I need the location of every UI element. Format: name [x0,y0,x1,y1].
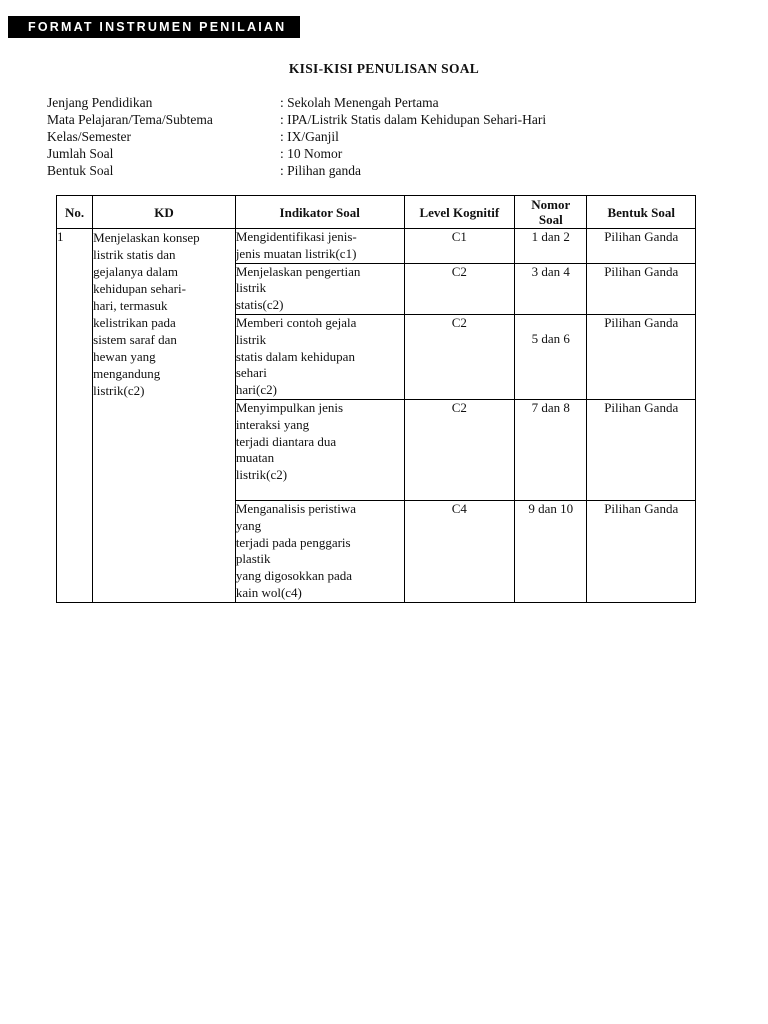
kd-line: listrik statis dan [93,247,176,262]
indikator-line: muatan [235,450,275,466]
indikator-line: yang [235,517,262,533]
indikator-cell [235,229,404,264]
bentuk-cell: Pilihan Ganda [587,500,696,602]
bentuk-cell: Pilihan Ganda [587,314,696,399]
header-nomor-soal [515,196,587,229]
indikator-line: listrik(c2) [235,467,288,483]
meta-value: : Pilihan ganda [280,163,361,178]
indikator-line: Menjelaskan pengertian [235,263,361,279]
kd-line: hari, termasuk [93,298,168,313]
indikator-line: Memberi contoh gejala [235,314,357,330]
indikator-line: Menganalisis peristiwa [235,500,357,516]
header-indikator: Indikator Soal [235,196,404,229]
table-row [57,229,696,264]
level-cell: C2 [404,399,515,500]
kd-line: Menjelaskan konsep [93,230,200,245]
identity-block [47,94,546,179]
kd-line: kelistrikan pada [93,315,176,330]
header-nomor-line: Nomor [531,197,571,212]
row-number: 1 [57,229,93,603]
document-title: KISI-KISI PENULISAN SOAL [288,61,480,76]
level-cell: C2 [404,314,515,399]
meta-label: Jenjang Pendidikan [47,95,153,110]
indikator-line: listrik [235,280,267,296]
bentuk-cell: Pilihan Ganda [587,229,696,264]
kd-line: sistem saraf dan [93,332,177,347]
header-kd: KD [93,196,236,229]
indikator-line: terjadi pada penggaris [235,534,351,550]
indikator-line: kain wol(c4) [235,584,302,600]
indikator-line: yang digosokkan pada [235,568,353,584]
indikator-cell [235,399,404,500]
header-soal-line: Soal [538,212,563,227]
header-level: Level Kognitif [404,196,515,229]
format-banner: FORMAT INSTRUMEN PENILAIAN [8,16,300,38]
kd-line: hewan yang [93,349,156,364]
indikator-line: jenis muatan listrik(c1) [235,245,357,261]
bentuk-cell: Pilihan Ganda [587,399,696,500]
header-no: No. [57,196,93,229]
indikator-line: plastik [235,551,271,567]
meta-value: : IPA/Listrik Statis dalam Kehidupan Sehari-Hari [280,112,547,127]
meta-label: Mata Pelajaran/Tema/Subtema [47,112,213,127]
kd-cell [93,229,236,603]
indikator-line: Menyimpulkan jenis [235,399,344,415]
indikator-line: hari(c2) [235,382,277,398]
meta-row [47,111,546,128]
table-header-row [57,196,696,229]
indikator-cell [235,314,404,399]
meta-value: : Sekolah Menengah Pertama [280,95,439,110]
indikator-line: statis dalam kehidupan [235,348,355,364]
indikator-line: Mengidentifikasi jenis- [235,229,357,244]
kisi-kisi-table [56,195,696,603]
meta-label: Bentuk Soal [47,163,114,178]
level-cell: C4 [404,500,515,602]
meta-row [47,128,546,145]
kd-line: listrik(c2) [93,383,145,398]
meta-value: : 10 Nomor [280,146,343,161]
nomor-cell: 1 dan 2 [515,229,587,264]
header-bentuk: Bentuk Soal [587,196,696,229]
meta-value: : IX/Ganjil [280,129,339,144]
indikator-cell [235,500,404,602]
indikator-line: statis(c2) [235,297,284,313]
meta-row [47,162,546,179]
nomor-cell: 7 dan 8 [515,399,587,500]
meta-label: Jumlah Soal [47,146,114,161]
nomor-cell: 9 dan 10 [515,500,587,602]
kd-line: gejalanya dalam [93,264,178,279]
indikator-line: terjadi diantara dua [235,433,337,449]
level-cell: C1 [404,229,515,264]
nomor-cell: 3 dan 4 [515,263,587,314]
kd-line: mengandung [93,366,161,381]
indikator-line: sehari [235,365,267,381]
indikator-cell [235,263,404,314]
nomor-cell: 5 dan 6 [515,314,587,399]
meta-row [47,94,546,111]
meta-label: Kelas/Semester [47,129,131,144]
meta-row [47,145,546,162]
level-cell: C2 [404,263,515,314]
bentuk-cell: Pilihan Ganda [587,263,696,314]
indikator-line: interaksi yang [235,416,310,432]
indikator-line: listrik [235,331,267,347]
kd-line: kehidupan sehari- [93,281,186,296]
